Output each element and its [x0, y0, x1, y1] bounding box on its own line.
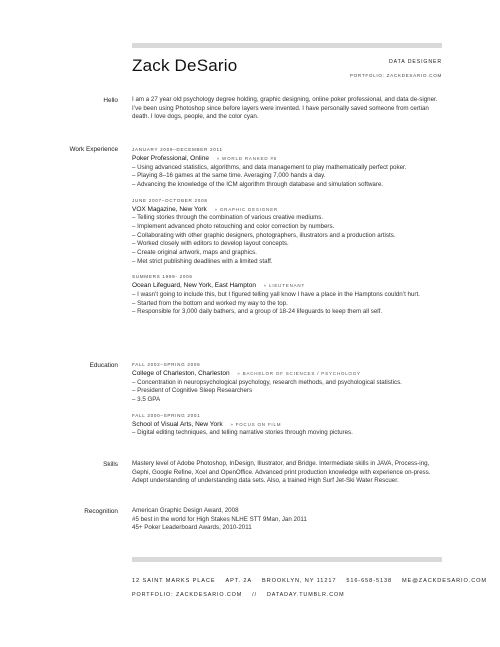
section-label-hello: Hello [103, 97, 118, 104]
skills-text: Mastery level of Adobe Photoshop, InDesign, Illustrator, and Bridge. Intermediate skills in JAVA, Process-ing, Gephi, Google Refine, Xcel and OpenOffice. Advanced print production knowledge with experience on-press. Adept understanding of understanding data sets. Also, a trained High Surf Jet-Ski Water Rescuer. [132, 460, 431, 485]
recognition-line: American Graphic Design Award, 2008 [132, 507, 239, 514]
entry-title: VOX Magazine, New York [132, 205, 207, 213]
footer-portfolio-link[interactable]: PORTFOLIO: ZACKDESARIO.COM [132, 592, 243, 598]
entry-bullets [132, 379, 444, 405]
education-section [132, 361, 444, 438]
blog-link[interactable]: DATADAY.TUMBLR.COM [266, 592, 345, 598]
job-role: DATA DESIGNER [388, 59, 442, 65]
bullet-item: – Worked closely with editors to develop layout concepts. [132, 240, 444, 249]
entry-date: JUNE 2007–OCTOBER 2008 [132, 197, 208, 203]
entry-title: School of Visual Arts, New York [132, 420, 223, 428]
education-entry [132, 361, 444, 405]
bullet-item: – Using advanced statistics, algorithms, and data management to play mathematically perfect poker. [132, 164, 444, 173]
entry-title-row [132, 205, 444, 215]
entry-title-row [132, 369, 444, 379]
entry-bullets [132, 214, 444, 266]
hello-section [132, 96, 444, 122]
bullet-item: – Advancing the knowledge of the ICM algorithm through database and simulation software. [132, 181, 444, 190]
apartment: APT. 2A [225, 578, 253, 584]
entry-subtitle: » LIEUTENANT [263, 283, 306, 289]
city: BROOKLYN, NY 11217 [262, 578, 337, 584]
section-label-work-experience: Work Experience [69, 146, 118, 153]
work-experience-section [132, 146, 444, 317]
entry-bullets [132, 429, 444, 438]
address: 12 SAINT MARKS PLACE [132, 578, 216, 584]
bullet-item: – Met strict publishing deadlines with a limited staff. [132, 258, 444, 267]
entry-title: Poker Professional, Online [132, 155, 209, 162]
phone-number[interactable]: 516-658-5138 [346, 578, 392, 584]
entry-bullets [132, 164, 444, 190]
recognition-section [132, 507, 444, 533]
work-entry [132, 146, 444, 190]
bullet-item: – Concentration in neuropsychological psychology, research methods, and psychological statistics. [132, 379, 444, 388]
bullet-item: – Playing 8–16 games at the same time. Averaging 7,000 hands a day. [132, 172, 444, 181]
bullet-item: – Digital editing techniques, and telling narrative stories through moving pictures. [132, 429, 444, 438]
work-entry [132, 273, 444, 317]
email-link[interactable]: ME@ZACKDESARIO.COM [402, 578, 487, 584]
entry-subtitle: » GRAPHIC DESIGNER [214, 206, 278, 212]
header-portfolio-link[interactable]: PORTFOLIO: ZACKDESARIO.COM [349, 73, 442, 78]
links-line [132, 592, 344, 598]
work-entry [132, 197, 444, 267]
entry-title-row [132, 420, 444, 430]
entry-title-row [132, 281, 444, 291]
entry-title: Ocean Lifeguard, New York, East Hampton [132, 282, 256, 290]
entry-title-row [132, 154, 444, 164]
bullet-item: – Collaborating with other graphic designers, photographers, illustrators and a production artists. [132, 232, 444, 241]
section-label-recognition: Recognition [84, 508, 118, 515]
bullet-item: – Started from the bottom and worked my way to the top. [132, 300, 444, 309]
recognition-line: #5 best in the world for High Stakes NLHE STT 9Man, Jan 2011 [132, 515, 307, 523]
entry-subtitle: » BACHELOR OF SCIENCES / PSYCHOLOGY [237, 371, 361, 376]
contact-line [132, 578, 487, 584]
bullet-item: – Telling stories through the combination of various creative mediums. [132, 214, 444, 223]
entry-title: College of Charleston, Charleston [132, 370, 230, 377]
education-entry [132, 412, 444, 438]
bullet-item: – Create original artwork, maps and graphics. [132, 249, 444, 258]
skills-section [132, 460, 444, 486]
section-label-skills: Skills [103, 461, 118, 468]
section-label-education: Education [89, 362, 118, 369]
bullet-item: – Responsible for 3,000 daily bathers, and a group of 18-24 lifeguards to keep them all self. [132, 308, 444, 317]
candidate-name: Zack DeSario [132, 56, 238, 75]
bullet-item: – I wasn’t going to include this, but I figured telling yall know I have a place in the Hamptons couldn’t hurt. [132, 291, 444, 300]
entry-date: FALL 2000–SPRING 2001 [132, 412, 201, 418]
recognition-line: 45+ Poker Leaderboard Awards, 2010-2011 [132, 524, 252, 532]
entry-subtitle: » FOCUS ON FILM [230, 421, 282, 427]
bullet-item: – President of Cognitive Sleep Researchers [132, 387, 444, 396]
hello-text: I am a 27 year old psychology degree holding, graphic designing, online poker professional, and data de-signer. I’ve been using Photoshop since before layers were invented. I have personally saved someone from certian death. I love dogs, people, and the color cyan. [132, 96, 438, 121]
entry-date: FALL 2002–SPRING 2006 [132, 362, 201, 367]
entry-date: SUMMERS 1999- 2006 [132, 274, 193, 280]
bottom-divider-bar [132, 557, 442, 562]
entry-bullets [132, 291, 444, 317]
top-divider-bar [132, 43, 442, 48]
entry-subtitle: » WORLD RANKED #5 [216, 156, 278, 161]
footer-divider: // [252, 592, 257, 598]
bullet-item: – Implement advanced photo retouching and color correction by numbers. [132, 223, 444, 232]
entry-date: JANUARY 2009–DECEMBER 2011 [132, 147, 223, 152]
bullet-item: – 3.5 GPA [132, 396, 444, 405]
